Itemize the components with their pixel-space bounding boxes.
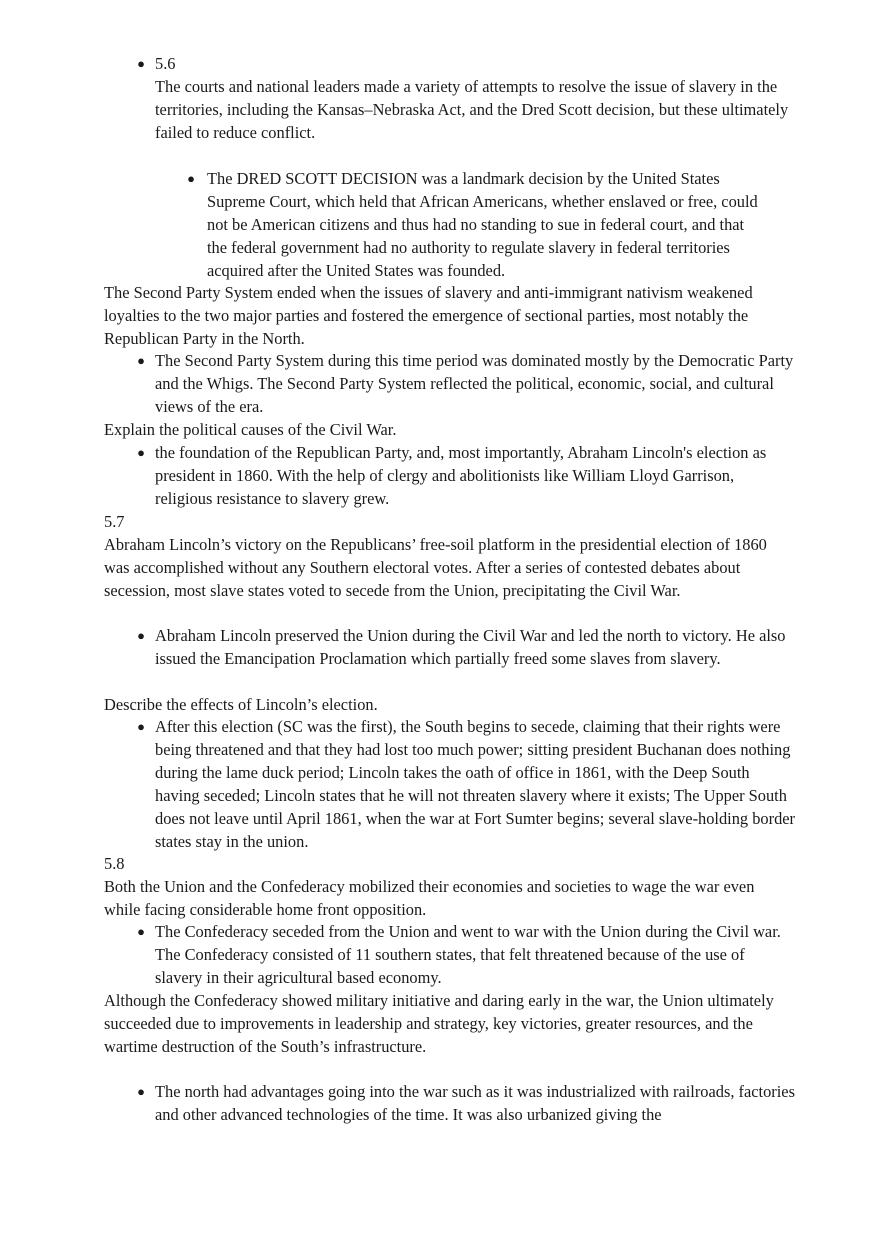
political-causes-prompt: Explain the political causes of the Civil War. — [104, 420, 397, 439]
election-effects-text: After this election (SC was the first), the South begins to secede, claiming that their rights were being threatened and that they had lost too much power; sitting president Buchanan does nothing during the lame duck period; Lincoln takes the oath of office in 1861, with the Deep South having seceded; Lincoln states that he will not threaten slavery where it exists; The Upper South does not leave until April 1861, when the war at Fort Sumter begins; several slave-holding border states stay in the union. — [155, 717, 796, 851]
north-advantages-text: The north had advantages going into the war such as it was industrialized with railroads, factories and other advanced technologies of the time. It was also urbanized giving the — [155, 1082, 795, 1124]
bullet-north-advantages — [131, 1081, 795, 1127]
bullet-dred-scott — [181, 168, 767, 283]
section-5-6-summary: The courts and national leaders made a variety of attempts to resolve the issue of slavery in the territories, including the Kansas–Nebraska Act, and the Dred Scott decision, but these ultimately failed to reduce conflict. — [155, 76, 789, 142]
bullet-dot: ● — [137, 924, 145, 939]
bullet-confederacy — [131, 921, 795, 990]
bullet-5-6 — [131, 53, 795, 145]
section-5-7-summary: Abraham Lincoln’s victory on the Republicans’ free-soil platform in the presidential election of 1860 was accomplished without any Southern electoral votes. After a series of contested debates about secession, most slave states voted to secede from the Union, precipitating the Civil War. — [104, 535, 767, 600]
bullet-dot: ● — [137, 56, 145, 71]
bullet-dot: ● — [137, 628, 145, 643]
bullet-election-effects — [131, 716, 795, 853]
section-number-5-6: 5.6 — [155, 54, 176, 73]
bullet-dot: ● — [137, 445, 145, 460]
section-5-8-summary: Both the Union and the Confederacy mobilized their economies and societies to wage the war even while facing considerable home front opposition. — [104, 877, 755, 919]
second-party-system-paragraph: The Second Party System ended when the issues of slavery and anti-immigrant nativism weakened loyalties to the two major parties and fostered the emergence of sectional parties, most notably the Republican Party in the North. — [104, 283, 753, 348]
second-party-text: The Second Party System during this time period was dominated mostly by the Democratic Party and the Whigs. The Second Party System reflected the political, economic, social, and cultural views of the era. — [155, 351, 794, 416]
bullet-second-party — [131, 350, 795, 419]
confederacy-text: The Confederacy seceded from the Union and went to war with the Union during the Civil war. The Confederacy consisted of 11 southern states, that felt threatened because of the use of slavery in their agricultural based economy. — [155, 922, 781, 987]
bullet-dot: ● — [187, 171, 195, 186]
dred-scott-text: The DRED SCOTT DECISION was a landmark decision by the United States Supreme Court, which held that African Americans, whether enslaved or free, could not be American citizens and thus had no standing to sue in federal court, and that the federal government had no authority to regulate slavery in federal territories acquired after the United States was founded. — [207, 169, 758, 280]
lincoln-effects-prompt: Describe the effects of Lincoln’s election. — [104, 695, 378, 714]
bullet-dot: ● — [137, 1084, 145, 1099]
bullet-dot: ● — [137, 719, 145, 734]
bullet-republican-foundation — [131, 442, 795, 511]
union-success-paragraph: Although the Confederacy showed military initiative and daring early in the war, the Union ultimately succeeded due to improvements in leadership and strategy, key victories, greater resources, and the wartime destruction of the South’s infrastructure. — [104, 991, 774, 1056]
bullet-lincoln-union — [131, 625, 795, 671]
section-number-5-7: 5.7 — [104, 512, 125, 531]
republican-foundation-text: the foundation of the Republican Party, and, most importantly, Abraham Lincoln's election as president in 1860. With the help of clergy and abolitionists like William Lloyd Garrison, religious resistance to slavery grew. — [155, 443, 767, 508]
bullet-dot: ● — [137, 353, 145, 368]
lincoln-union-text: Abraham Lincoln preserved the Union during the Civil War and led the north to victory. He also issued the Emancipation Proclamation which partially freed some slaves from slavery. — [155, 626, 786, 668]
section-number-5-8: 5.8 — [104, 854, 125, 873]
